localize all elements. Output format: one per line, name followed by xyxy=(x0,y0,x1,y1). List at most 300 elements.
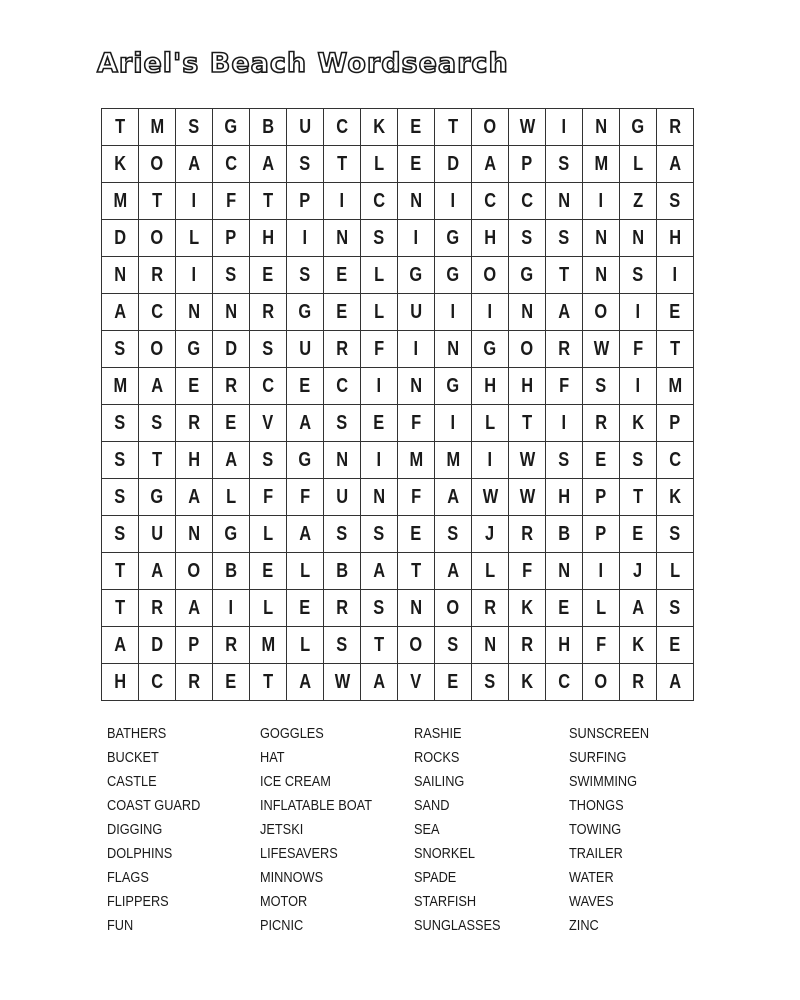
grid-cell[interactable] xyxy=(509,220,546,257)
grid-cell[interactable] xyxy=(102,664,139,701)
grid-cell[interactable] xyxy=(620,331,657,368)
grid-cell[interactable] xyxy=(546,294,583,331)
grid-cell[interactable] xyxy=(509,294,546,331)
grid-cell[interactable] xyxy=(250,627,287,664)
grid-cell[interactable] xyxy=(583,553,620,590)
grid-cell[interactable] xyxy=(361,479,398,516)
grid-cell[interactable] xyxy=(435,516,472,553)
grid-cell[interactable] xyxy=(472,479,509,516)
grid-cell[interactable] xyxy=(546,664,583,701)
grid-cell[interactable] xyxy=(435,553,472,590)
grid-cell[interactable] xyxy=(509,479,546,516)
grid-cell[interactable] xyxy=(324,442,361,479)
grid-cell[interactable] xyxy=(398,146,435,183)
grid-cell[interactable] xyxy=(324,479,361,516)
grid-cell[interactable] xyxy=(324,553,361,590)
grid-cell[interactable] xyxy=(176,331,213,368)
grid-cell[interactable] xyxy=(102,405,139,442)
grid-cell[interactable] xyxy=(213,627,250,664)
grid-cell[interactable] xyxy=(361,590,398,627)
grid-cell[interactable] xyxy=(361,183,398,220)
grid-cell[interactable] xyxy=(472,553,509,590)
grid-cell[interactable] xyxy=(139,331,176,368)
grid-cell[interactable] xyxy=(287,183,324,220)
grid-cell[interactable] xyxy=(324,590,361,627)
grid-letter: L xyxy=(373,263,385,286)
grid-cell[interactable] xyxy=(546,479,583,516)
grid-cell[interactable] xyxy=(435,405,472,442)
grid-cell[interactable] xyxy=(102,109,139,146)
grid-cell[interactable] xyxy=(620,257,657,294)
grid-cell[interactable] xyxy=(213,368,250,405)
grid-letter: C xyxy=(373,189,385,212)
grid-cell[interactable] xyxy=(139,553,176,590)
grid-letter: N xyxy=(632,226,644,249)
grid-letter: K xyxy=(114,152,126,175)
grid-cell[interactable] xyxy=(139,183,176,220)
grid-letter: T xyxy=(632,485,644,508)
grid-cell[interactable] xyxy=(213,257,250,294)
word-item: STARFISH xyxy=(414,894,477,910)
grid-cell[interactable] xyxy=(472,405,509,442)
grid-cell[interactable] xyxy=(287,146,324,183)
grid-cell[interactable] xyxy=(546,442,583,479)
grid-cell[interactable] xyxy=(472,516,509,553)
grid-cell[interactable] xyxy=(250,220,287,257)
grid-cell[interactable] xyxy=(361,331,398,368)
grid-cell[interactable] xyxy=(583,479,620,516)
grid-cell[interactable] xyxy=(324,220,361,257)
grid-cell[interactable] xyxy=(176,109,213,146)
grid-letter: S xyxy=(373,522,385,545)
grid-cell[interactable] xyxy=(398,220,435,257)
grid-letter: C xyxy=(225,152,237,175)
grid-cell[interactable] xyxy=(583,368,620,405)
grid-letter: K xyxy=(521,670,533,693)
grid-cell[interactable] xyxy=(435,442,472,479)
grid-letter: R xyxy=(521,522,533,545)
grid-cell[interactable] xyxy=(287,257,324,294)
grid-cell[interactable] xyxy=(620,627,657,664)
grid-cell[interactable] xyxy=(287,220,324,257)
grid-cell[interactable] xyxy=(213,442,250,479)
grid-cell[interactable] xyxy=(657,294,694,331)
grid-cell[interactable] xyxy=(620,590,657,627)
grid-cell[interactable] xyxy=(657,664,694,701)
grid-cell[interactable] xyxy=(287,516,324,553)
grid-cell[interactable] xyxy=(361,146,398,183)
grid-cell[interactable] xyxy=(472,183,509,220)
grid-cell[interactable] xyxy=(176,405,213,442)
grid-letter: B xyxy=(262,115,274,138)
grid-letter: P xyxy=(188,633,200,656)
grid-letter: L xyxy=(373,300,385,323)
grid-cell[interactable] xyxy=(435,590,472,627)
grid-letter: S xyxy=(114,411,126,434)
grid-cell[interactable] xyxy=(250,331,287,368)
grid-cell[interactable] xyxy=(324,146,361,183)
grid-cell[interactable] xyxy=(620,109,657,146)
grid-cell[interactable] xyxy=(213,516,250,553)
grid-cell[interactable] xyxy=(398,368,435,405)
grid-cell[interactable] xyxy=(435,331,472,368)
grid-cell[interactable] xyxy=(620,368,657,405)
grid-cell[interactable] xyxy=(546,183,583,220)
grid-cell[interactable] xyxy=(324,405,361,442)
grid-cell[interactable] xyxy=(176,664,213,701)
grid-cell[interactable] xyxy=(139,442,176,479)
grid-cell[interactable] xyxy=(139,109,176,146)
grid-cell[interactable] xyxy=(213,294,250,331)
grid-cell[interactable] xyxy=(435,294,472,331)
grid-cell[interactable] xyxy=(287,479,324,516)
grid-cell[interactable] xyxy=(620,664,657,701)
grid-cell[interactable] xyxy=(213,146,250,183)
grid-cell[interactable] xyxy=(287,590,324,627)
grid-cell[interactable] xyxy=(139,220,176,257)
grid-letter: I xyxy=(450,189,456,212)
grid-cell[interactable] xyxy=(361,553,398,590)
grid-cell[interactable] xyxy=(102,294,139,331)
grid-cell[interactable] xyxy=(657,590,694,627)
grid-cell[interactable] xyxy=(139,294,176,331)
grid-cell[interactable] xyxy=(250,664,287,701)
grid-cell[interactable] xyxy=(102,590,139,627)
grid-cell[interactable] xyxy=(250,479,287,516)
grid-cell[interactable] xyxy=(509,109,546,146)
grid-cell[interactable] xyxy=(213,405,250,442)
grid-cell[interactable] xyxy=(102,627,139,664)
grid-letter: U xyxy=(299,337,311,360)
page-title: Ariel's Beach Wordsearch xyxy=(97,48,509,79)
grid-cell[interactable] xyxy=(361,516,398,553)
grid-cell[interactable] xyxy=(213,479,250,516)
grid-letter: E xyxy=(558,596,570,619)
grid-cell[interactable] xyxy=(361,368,398,405)
grid-cell[interactable] xyxy=(509,442,546,479)
grid-cell[interactable] xyxy=(139,479,176,516)
grid-cell[interactable] xyxy=(324,183,361,220)
grid-cell[interactable] xyxy=(472,109,509,146)
grid-cell[interactable] xyxy=(546,331,583,368)
grid-cell[interactable] xyxy=(435,627,472,664)
grid-cell[interactable] xyxy=(324,516,361,553)
grid-cell[interactable] xyxy=(472,627,509,664)
grid-cell[interactable] xyxy=(583,516,620,553)
grid-cell[interactable] xyxy=(398,294,435,331)
grid-cell[interactable] xyxy=(509,516,546,553)
grid-cell[interactable] xyxy=(176,442,213,479)
grid-cell[interactable] xyxy=(546,109,583,146)
grid-cell[interactable] xyxy=(620,553,657,590)
grid-letter: C xyxy=(558,670,570,693)
grid-cell[interactable] xyxy=(657,220,694,257)
grid-cell[interactable] xyxy=(287,627,324,664)
grid-letter: E xyxy=(336,300,348,323)
grid-cell[interactable] xyxy=(139,590,176,627)
grid-cell[interactable] xyxy=(361,257,398,294)
grid-cell[interactable] xyxy=(176,257,213,294)
grid-cell[interactable] xyxy=(583,294,620,331)
grid-cell[interactable] xyxy=(398,590,435,627)
grid-cell[interactable] xyxy=(509,368,546,405)
grid-cell[interactable] xyxy=(509,183,546,220)
grid-cell[interactable] xyxy=(398,257,435,294)
grid-letter: O xyxy=(409,633,423,656)
grid-cell[interactable] xyxy=(657,553,694,590)
grid-cell[interactable] xyxy=(250,442,287,479)
grid-cell[interactable] xyxy=(435,664,472,701)
grid-cell[interactable] xyxy=(361,405,398,442)
grid-cell[interactable] xyxy=(509,146,546,183)
grid-cell[interactable] xyxy=(287,664,324,701)
grid-cell[interactable] xyxy=(583,220,620,257)
grid-cell[interactable] xyxy=(213,590,250,627)
grid-cell[interactable] xyxy=(361,627,398,664)
grid-cell[interactable] xyxy=(176,146,213,183)
grid-cell[interactable] xyxy=(250,183,287,220)
grid-cell[interactable] xyxy=(620,146,657,183)
grid-cell[interactable] xyxy=(250,405,287,442)
grid-cell[interactable] xyxy=(398,553,435,590)
grid-letter: I xyxy=(598,189,604,212)
grid-cell[interactable] xyxy=(472,220,509,257)
grid-cell[interactable] xyxy=(657,109,694,146)
grid-cell[interactable] xyxy=(361,109,398,146)
grid-cell[interactable] xyxy=(361,664,398,701)
grid-cell[interactable] xyxy=(657,331,694,368)
grid-cell[interactable] xyxy=(250,257,287,294)
grid-letter: Z xyxy=(632,189,644,212)
grid-cell[interactable] xyxy=(213,109,250,146)
grid-cell[interactable] xyxy=(213,664,250,701)
grid-cell[interactable] xyxy=(657,479,694,516)
grid-cell[interactable] xyxy=(657,183,694,220)
grid-cell[interactable] xyxy=(102,257,139,294)
grid-cell[interactable] xyxy=(657,442,694,479)
word-item: RASHIE xyxy=(414,726,462,742)
grid-cell[interactable] xyxy=(102,146,139,183)
grid-letter: L xyxy=(262,596,274,619)
grid-cell[interactable] xyxy=(176,294,213,331)
grid-cell[interactable] xyxy=(472,368,509,405)
grid-cell[interactable] xyxy=(139,368,176,405)
grid-cell[interactable] xyxy=(472,442,509,479)
word-item: SAILING xyxy=(414,774,465,790)
grid-cell[interactable] xyxy=(472,146,509,183)
grid-cell[interactable] xyxy=(287,442,324,479)
grid-letter: R xyxy=(151,263,163,286)
grid-cell[interactable] xyxy=(509,627,546,664)
grid-cell[interactable] xyxy=(546,405,583,442)
grid-cell[interactable] xyxy=(398,479,435,516)
grid-cell[interactable] xyxy=(620,479,657,516)
grid-cell[interactable] xyxy=(176,627,213,664)
grid-cell[interactable] xyxy=(398,331,435,368)
grid-cell[interactable] xyxy=(324,294,361,331)
grid-cell[interactable] xyxy=(509,257,546,294)
grid-cell[interactable] xyxy=(657,368,694,405)
grid-cell[interactable] xyxy=(139,257,176,294)
grid-letter: P xyxy=(225,226,237,249)
grid-cell[interactable] xyxy=(546,220,583,257)
grid-cell[interactable] xyxy=(509,331,546,368)
grid-cell[interactable] xyxy=(102,331,139,368)
grid-cell[interactable] xyxy=(324,627,361,664)
grid-cell[interactable] xyxy=(398,664,435,701)
grid-letter: R xyxy=(521,633,533,656)
grid-cell[interactable] xyxy=(287,109,324,146)
grid-cell[interactable] xyxy=(620,294,657,331)
grid-cell[interactable] xyxy=(250,294,287,331)
grid-letter: U xyxy=(299,115,311,138)
grid-cell[interactable] xyxy=(398,442,435,479)
grid-cell[interactable] xyxy=(435,257,472,294)
word-column xyxy=(107,722,260,938)
grid-cell[interactable] xyxy=(102,442,139,479)
grid-cell[interactable] xyxy=(509,553,546,590)
grid-cell[interactable] xyxy=(435,220,472,257)
grid-cell[interactable] xyxy=(435,368,472,405)
grid-letter: E xyxy=(299,374,311,397)
grid-cell[interactable] xyxy=(176,553,213,590)
word-item: WAVES xyxy=(569,894,614,910)
grid-cell[interactable] xyxy=(472,664,509,701)
word-item: SURFING xyxy=(569,750,627,766)
grid-cell[interactable] xyxy=(583,109,620,146)
grid-cell[interactable] xyxy=(139,627,176,664)
grid-cell[interactable] xyxy=(398,627,435,664)
grid-cell[interactable] xyxy=(324,257,361,294)
grid-cell[interactable] xyxy=(657,516,694,553)
grid-cell[interactable] xyxy=(620,405,657,442)
grid-cell[interactable] xyxy=(657,405,694,442)
grid-cell[interactable] xyxy=(620,516,657,553)
grid-cell[interactable] xyxy=(176,220,213,257)
grid-letter: P xyxy=(521,152,533,175)
grid-cell[interactable] xyxy=(102,183,139,220)
grid-cell[interactable] xyxy=(546,627,583,664)
grid-cell[interactable] xyxy=(213,331,250,368)
grid-cell[interactable] xyxy=(509,664,546,701)
grid-cell[interactable] xyxy=(287,368,324,405)
grid-cell[interactable] xyxy=(583,183,620,220)
grid-cell[interactable] xyxy=(620,442,657,479)
grid-cell[interactable] xyxy=(213,220,250,257)
grid-cell[interactable] xyxy=(657,627,694,664)
grid-cell[interactable] xyxy=(435,479,472,516)
grid-cell[interactable] xyxy=(583,331,620,368)
grid-cell[interactable] xyxy=(546,368,583,405)
grid-cell[interactable] xyxy=(139,516,176,553)
grid-cell[interactable] xyxy=(102,553,139,590)
grid-cell[interactable] xyxy=(176,183,213,220)
grid-cell[interactable] xyxy=(287,294,324,331)
grid-cell[interactable] xyxy=(509,405,546,442)
grid-cell[interactable] xyxy=(435,146,472,183)
grid-cell[interactable] xyxy=(620,220,657,257)
grid-cell[interactable] xyxy=(250,146,287,183)
grid-cell[interactable] xyxy=(250,553,287,590)
grid-cell[interactable] xyxy=(139,146,176,183)
grid-cell[interactable] xyxy=(250,516,287,553)
grid-cell[interactable] xyxy=(213,183,250,220)
grid-letter: A xyxy=(447,559,459,582)
grid-cell[interactable] xyxy=(361,220,398,257)
grid-cell[interactable] xyxy=(250,109,287,146)
grid-cell[interactable] xyxy=(398,183,435,220)
grid-cell[interactable] xyxy=(546,553,583,590)
grid-cell[interactable] xyxy=(657,146,694,183)
grid-cell[interactable] xyxy=(102,479,139,516)
grid-cell[interactable] xyxy=(583,146,620,183)
grid-cell[interactable] xyxy=(398,405,435,442)
grid-cell[interactable] xyxy=(583,405,620,442)
grid-cell[interactable] xyxy=(361,442,398,479)
grid-letter: I xyxy=(487,300,493,323)
grid-cell[interactable] xyxy=(546,146,583,183)
grid-cell[interactable] xyxy=(583,627,620,664)
grid-cell[interactable] xyxy=(324,109,361,146)
grid-cell[interactable] xyxy=(583,442,620,479)
grid-cell[interactable] xyxy=(139,664,176,701)
grid-cell[interactable] xyxy=(324,368,361,405)
grid-cell[interactable] xyxy=(102,516,139,553)
grid-cell[interactable] xyxy=(287,553,324,590)
grid-cell[interactable] xyxy=(176,368,213,405)
grid-cell[interactable] xyxy=(287,331,324,368)
grid-cell[interactable] xyxy=(250,590,287,627)
grid-cell[interactable] xyxy=(324,331,361,368)
grid-cell[interactable] xyxy=(546,257,583,294)
grid-cell[interactable] xyxy=(546,590,583,627)
grid-letter: L xyxy=(484,559,496,582)
grid-cell[interactable] xyxy=(361,294,398,331)
grid-letter: I xyxy=(561,411,567,434)
grid-cell[interactable] xyxy=(139,405,176,442)
grid-cell[interactable] xyxy=(250,368,287,405)
grid-cell[interactable] xyxy=(435,109,472,146)
grid-letter: G xyxy=(631,115,645,138)
grid-cell[interactable] xyxy=(287,405,324,442)
grid-cell[interactable] xyxy=(620,183,657,220)
grid-cell[interactable] xyxy=(472,331,509,368)
grid-cell[interactable] xyxy=(213,553,250,590)
grid-cell[interactable] xyxy=(102,368,139,405)
grid-cell[interactable] xyxy=(472,590,509,627)
grid-cell[interactable] xyxy=(657,257,694,294)
grid-cell[interactable] xyxy=(583,590,620,627)
grid-cell[interactable] xyxy=(324,664,361,701)
grid-cell[interactable] xyxy=(176,479,213,516)
grid-cell[interactable] xyxy=(435,183,472,220)
grid-cell[interactable] xyxy=(583,664,620,701)
grid-cell[interactable] xyxy=(472,257,509,294)
grid-cell[interactable] xyxy=(398,516,435,553)
grid-cell[interactable] xyxy=(546,516,583,553)
grid-cell[interactable] xyxy=(398,109,435,146)
grid-letter: G xyxy=(446,263,460,286)
grid-cell[interactable] xyxy=(102,220,139,257)
grid-letter: C xyxy=(484,189,496,212)
grid-letter: A xyxy=(632,596,644,619)
grid-cell[interactable] xyxy=(509,590,546,627)
word-item: INFLATABLE BOAT xyxy=(260,798,373,814)
grid-cell[interactable] xyxy=(583,257,620,294)
grid-cell[interactable] xyxy=(472,294,509,331)
grid-cell[interactable] xyxy=(176,590,213,627)
grid-cell[interactable] xyxy=(176,516,213,553)
